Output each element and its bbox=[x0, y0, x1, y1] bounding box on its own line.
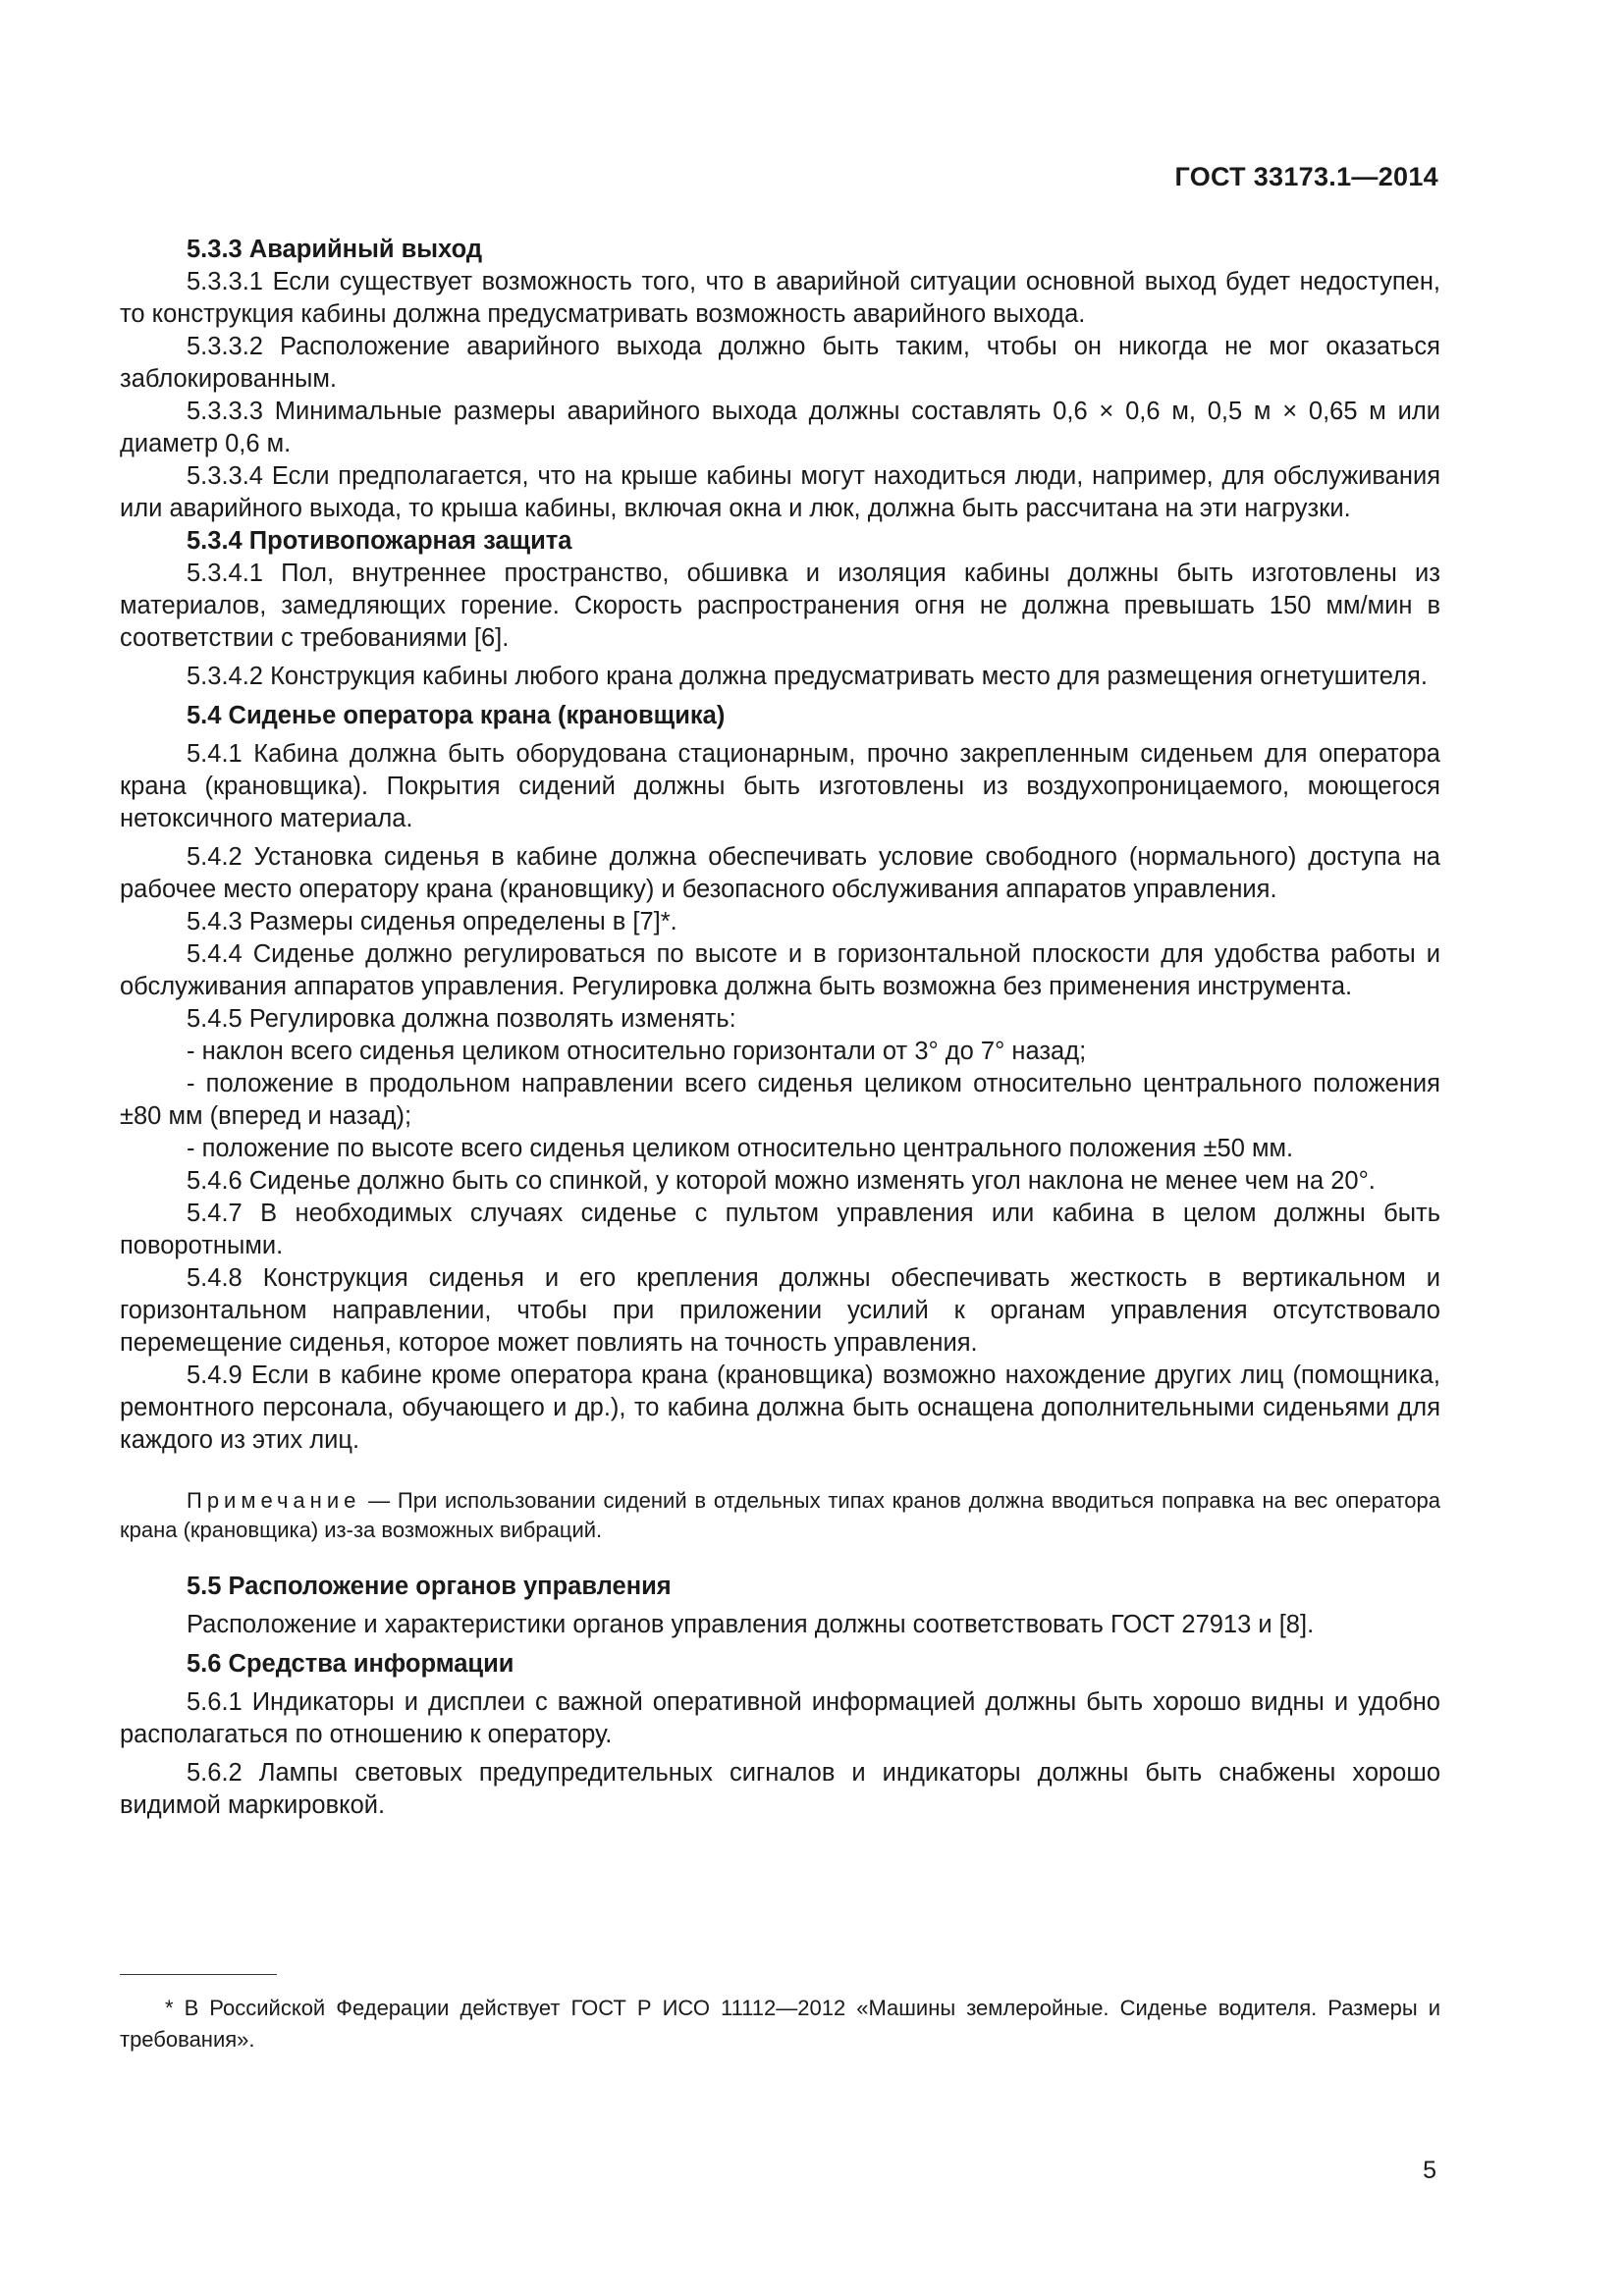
paragraph: Расположение и характеристики органов управления должны соответствовать ГОСТ 27913 и [8]. bbox=[187, 1611, 1315, 1638]
paragraph: 5.4.4 Сиденье должно регулироваться по высоте и в горизонтальной плоскости для удобства работы и обслуживания аппаратов управления. Регулировка должна быть возможна без применения инструмента. bbox=[120, 940, 1440, 1000]
paragraph: 5.6.2 Лампы световых предупредительных сигналов и индикаторы должны быть снабжены хорошо видимой маркировкой. bbox=[120, 1759, 1440, 1819]
section-heading: 5.6 Средства информации bbox=[187, 1650, 514, 1678]
footnote: * В Российской Федерации действует ГОСТ Р ИСО 11112—2012 «Машины землеройные. Сиденье водителя. Размеры и требования». bbox=[120, 1996, 1440, 2052]
paragraph: 5.3.4.1 Пол, внутреннее пространство, обшивка и изоляция кабины должны быть изготовлены из материалов, замедляющих горение. Скорость распространения огня не должна превышать 150 мм/мин в соответствии с требованиями [6]. bbox=[120, 560, 1440, 652]
paragraph: 5.6.1 Индикаторы и дисплеи с важной оперативной информацией должны быть хорошо видны и удобно располагаться по отношению к оператору. bbox=[120, 1688, 1440, 1748]
list-item: - положение по высоте всего сиденья целиком относительно центрального положения ±50 мм. bbox=[187, 1135, 1294, 1162]
footnote-divider bbox=[120, 1974, 277, 1975]
paragraph: 5.3.3.4 Если предполагается, что на крыше кабины могут находиться люди, например, для обслуживания или аварийного выхода, то крыша кабины, включая окна и люк, должна быть рассчитана на эти нагрузки. bbox=[120, 462, 1440, 522]
section-heading: 5.3.4 Противопожарная защита bbox=[187, 527, 572, 555]
paragraph: 5.4.2 Установка сиденья в кабине должна обеспечивать условие свободного (нормального) доступа на рабочее место оператору крана (крановщику) и безопасного обслуживания аппаратов управления. bbox=[120, 843, 1440, 903]
paragraph: 5.4.1 Кабина должна быть оборудована стационарным, прочно закрепленным сиденьем для оператора крана (крановщика). Покрытия сидений должны быть изготовлены из воздухопроницаемого, моющегося нетоксичного материала. bbox=[120, 740, 1440, 832]
paragraph: 5.3.3.3 Минимальные размеры аварийного выхода должны составлять 0,6 × 0,6 м, 0,5 м × 0,65 м или диаметр 0,6 м. bbox=[120, 398, 1440, 457]
paragraph: 5.4.7 В необходимых случаях сиденье с пультом управления или кабина в целом должны быть поворотными. bbox=[120, 1200, 1440, 1259]
paragraph: 5.4.8 Конструкция сиденья и его крепления должны обеспечивать жесткость в вертикальном и горизонтальном направлении, чтобы при приложении усилий к органам управления отсутствовало перемещение сиденья, которое может повлиять на точность управления. bbox=[120, 1264, 1440, 1357]
section-heading: 5.5 Расположение органов управления bbox=[187, 1573, 672, 1600]
paragraph: 5.3.4.2 Конструкция кабины любого крана должна предусматривать место для размещения огнетушителя. bbox=[187, 663, 1428, 690]
paragraph: 5.3.3.1 Если существует возможность того, что в аварийной ситуации основной выход будет недоступен, то конструкция кабины должна предусматривать возможность аварийного выхода. bbox=[120, 268, 1440, 328]
paragraph: 5.4.9 Если в кабине кроме оператора крана (крановщика) возможно нахождение других лиц (помощника, ремонтного персонала, обучающего и др.), то кабина должна быть оснащена дополнительными сиденьями для каждого из этих лиц. bbox=[120, 1362, 1440, 1454]
section-heading: 5.4 Сиденье оператора крана (крановщика) bbox=[187, 702, 726, 729]
main-content bbox=[120, 234, 1440, 1822]
note bbox=[120, 1486, 1440, 1545]
paragraph: 5.3.3.2 Расположение аварийного выхода должно быть таким, чтобы он никогда не мог оказаться заблокированным. bbox=[120, 333, 1440, 393]
paragraph: 5.4.3 Размеры сиденья определены в [7]*. bbox=[187, 908, 677, 935]
paragraph: 5.4.6 Сиденье должно быть со спинкой, у которой можно изменять угол наклона не менее чем на 20°. bbox=[187, 1167, 1376, 1195]
note-label: Примечание bbox=[187, 1488, 361, 1513]
page-number: 5 bbox=[1423, 2157, 1436, 2184]
list-item: - наклон всего сиденья целиком относительно горизонтали от 3° до 7° назад; bbox=[187, 1038, 1087, 1065]
note-text: — При использовании сидений в отдельных типах кранов должна вводиться поправка на вес оператора крана (крановщика) из-за возможных вибраций. bbox=[120, 1488, 1440, 1542]
paragraph: 5.4.5 Регулировка должна позволять изменять: bbox=[187, 1005, 736, 1033]
standard-header: ГОСТ 33173.1—2014 bbox=[1174, 162, 1438, 191]
section-heading: 5.3.3 Аварийный выход bbox=[187, 236, 483, 263]
list-item: - положение в продольном направлении всего сиденья целиком относительно центрального положения ±80 мм (вперед и назад); bbox=[120, 1070, 1440, 1130]
